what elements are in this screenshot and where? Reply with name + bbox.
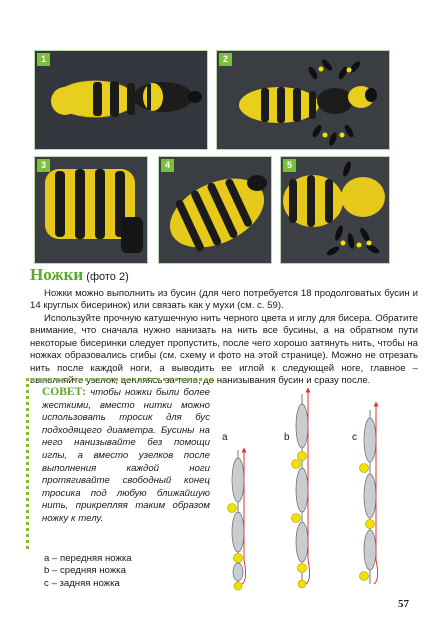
- section-title: Ножки: [30, 265, 84, 284]
- section-heading: [30, 265, 420, 284]
- tip-text: чтобы ножки были более жесткими, вместо нитки можно использовать тросик для бус подходящего диаметра. Бусины на него нанизывайте без помощи иглы, а вместо узелков после выполнения каждой ноги протягивайте свободный конец тросика под любую ближайшую нить, прикрепляя таким образом ножку к телу.: [42, 387, 210, 524]
- page-number: 57: [398, 598, 409, 610]
- paragraph-2: Используйте прочную катушечную нить черного цвета и иглу для бисера. Обратите внимание, что сначала нужно нанизать на нить все бусины, а на обратном пути некоторые бисеринки следует пропустить, после чего хорошо затянуть нить, чтобы на ножках образовались сгибы (см. схему и фото на этой странице). Можно не отрезать нить после каждой ноги, а выводить ее иглой к следующей ноге, главное – выполняйте узелок, цепляясь за тело, до нанизывания бусин и сразу после.: [30, 313, 418, 387]
- photo-2-bee-with-legs: [217, 51, 389, 149]
- photo-1-number: 1: [37, 53, 50, 66]
- leg-a-diagram: [228, 450, 246, 590]
- schema-label-a: a: [222, 432, 228, 443]
- photo-1-bee-body: [35, 51, 207, 149]
- photo-5-number: 5: [283, 159, 296, 172]
- photo-4-number: 4: [161, 159, 174, 172]
- photo-5-beaded-legs: [281, 157, 389, 263]
- legend-item-c: c – задняя ножка: [44, 577, 120, 589]
- schema-label-b: b: [284, 432, 290, 443]
- photo-4-knitted-stripes: [159, 157, 271, 263]
- photo-3: [34, 156, 148, 264]
- photo-2: [216, 50, 390, 150]
- leg-a-bead-1: [232, 458, 244, 502]
- paragraph-1: Ножки можно выполнить из бусин (для чего потребуется 18 продолговатых бусин и 14 круглых бисеринок) или связать как у мухи (см. с. 59).: [30, 288, 418, 312]
- legend-item-a: a – передняя ножка: [44, 553, 132, 564]
- tip-box: [42, 386, 210, 526]
- schema-label-c: c: [352, 432, 357, 443]
- photo-3-knitted-abdomen: [35, 157, 147, 263]
- leg-c-diagram: [360, 404, 378, 584]
- photo-3-number: 3: [37, 159, 50, 172]
- photo-5: [280, 156, 390, 264]
- section-photo-ref: (фото 2): [83, 271, 129, 283]
- legend-item-b: b – средняя ножка: [44, 565, 126, 577]
- leg-b-diagram: [292, 390, 310, 588]
- schema-legend: [44, 553, 132, 590]
- beading-schema: [212, 380, 392, 592]
- photo-4: [158, 156, 272, 264]
- tip-label: СОВЕТ:: [42, 386, 87, 398]
- photo-2-number: 2: [219, 53, 232, 66]
- photo-1: [34, 50, 208, 150]
